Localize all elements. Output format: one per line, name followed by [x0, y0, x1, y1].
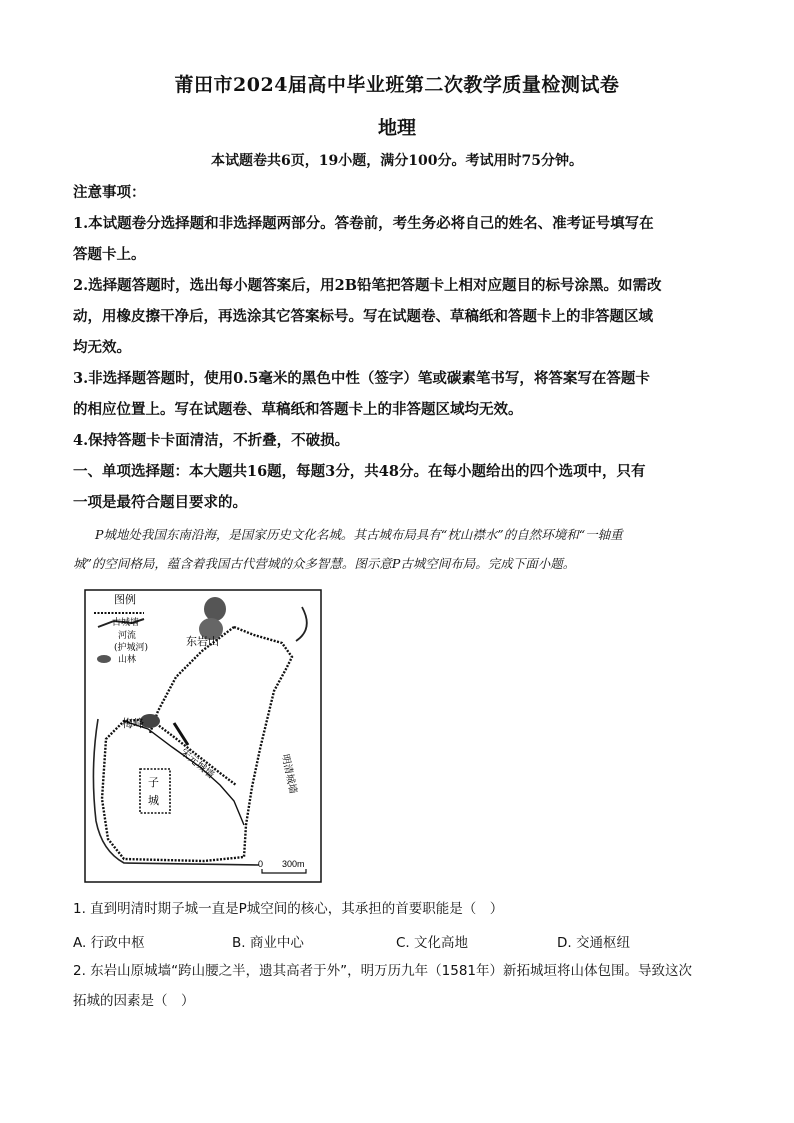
- notice-line: 均无效。: [73, 339, 131, 356]
- legend-forest-sample: [97, 655, 111, 663]
- legend-river-label-2: (护城河): [114, 643, 149, 653]
- scale-distance: 300m: [282, 859, 305, 869]
- label-dongyanshan: 东岩山: [186, 635, 219, 648]
- legend-river-label: 河流: [118, 631, 137, 641]
- option-d[interactable]: D. 交通枢纽: [557, 935, 630, 951]
- city-layout-map: [84, 589, 322, 883]
- notice-line: 4.保持答题卡卡面清洁，不折叠，不破损。: [73, 432, 350, 449]
- question-1-stem: 1. 直到明清时期子城一直是P城空间的核心，其承担的首要职能是（ ）: [73, 901, 504, 917]
- notice-line: 动，用橡皮擦干净后，再选涂其它答案标号。写在试题卷、草稿纸和答题卡上的非答题区域: [73, 308, 653, 325]
- legend-wall-label: 古城墙: [112, 618, 140, 628]
- notice-line: 1.本试题卷分选择题和非选择题两部分。答卷前，考生务必将自己的姓名、准考证号填写在: [73, 215, 654, 232]
- label-mingqing-wall: 明清城墙: [279, 753, 299, 795]
- subject-title: 地理: [377, 117, 416, 139]
- option-a[interactable]: A. 行政中枢: [73, 935, 145, 951]
- option-b[interactable]: B. 商业中心: [232, 935, 304, 951]
- notice-line: 2.选择题答题时，选出每小题答案后，用2B铅笔把答题卡上相对应题目的标号涂黑。如需改: [73, 277, 662, 294]
- option-c[interactable]: C. 文化高地: [396, 935, 469, 951]
- notice-line: 3.非选择题答题时，使用0.5毫米的黑色中性（签字）笔或碳素笔书写，将答案写在答题卡: [73, 370, 650, 387]
- scale-zero: 0: [258, 859, 264, 869]
- question-stem-cont: 城”的空间格局，蕴含着我国古代营城的众多智慧。图示意P古城空间布局。完成下面小题。: [73, 556, 576, 571]
- notice-line: 答题卡上。: [73, 246, 146, 263]
- notice-line: 的相应位置上。写在试题卷、草稿纸和答题卡上的非答题区域均无效。: [73, 401, 523, 418]
- forest-patch: [204, 597, 226, 621]
- label-zicheng: 子: [148, 776, 159, 789]
- question-2-stem: 2. 东岩山原城墙“跨山腰之半，遗其高者于外”，明万历九年（1581年）新拓城垣将山体包围。导致这次: [73, 963, 693, 979]
- label-zicheng-2: 城: [148, 794, 159, 807]
- exam-info: 本试题卷共6页，19小题，满分100分。考试用时75分钟。: [211, 153, 583, 169]
- notice-heading: 注意事项：: [73, 184, 146, 201]
- question-2-stem-cont: 拓城的因素是（ ）: [73, 993, 195, 1009]
- question-stem: P城地处我国东南沿海，是国家历史文化名城。其古城布局具有“枕山襟水”的自然环境和“一轴重: [95, 527, 623, 542]
- legend-title: 图例: [114, 593, 136, 606]
- exam-title: 莆田市2024届高中毕业班第二次教学质量检测试卷: [174, 74, 620, 96]
- section-heading-cont: 一项是最符合题目要求的。: [73, 494, 247, 511]
- label-meifeng: 梅峰: [122, 717, 144, 730]
- section-heading: 一、单项选择题：本大题共16题，每题3分，共48分。在每小题给出的四个选项中，只有: [73, 463, 646, 480]
- label-songyuan-wall: 宋元城墙: [178, 746, 216, 782]
- legend-forest-label: 山林: [118, 655, 137, 665]
